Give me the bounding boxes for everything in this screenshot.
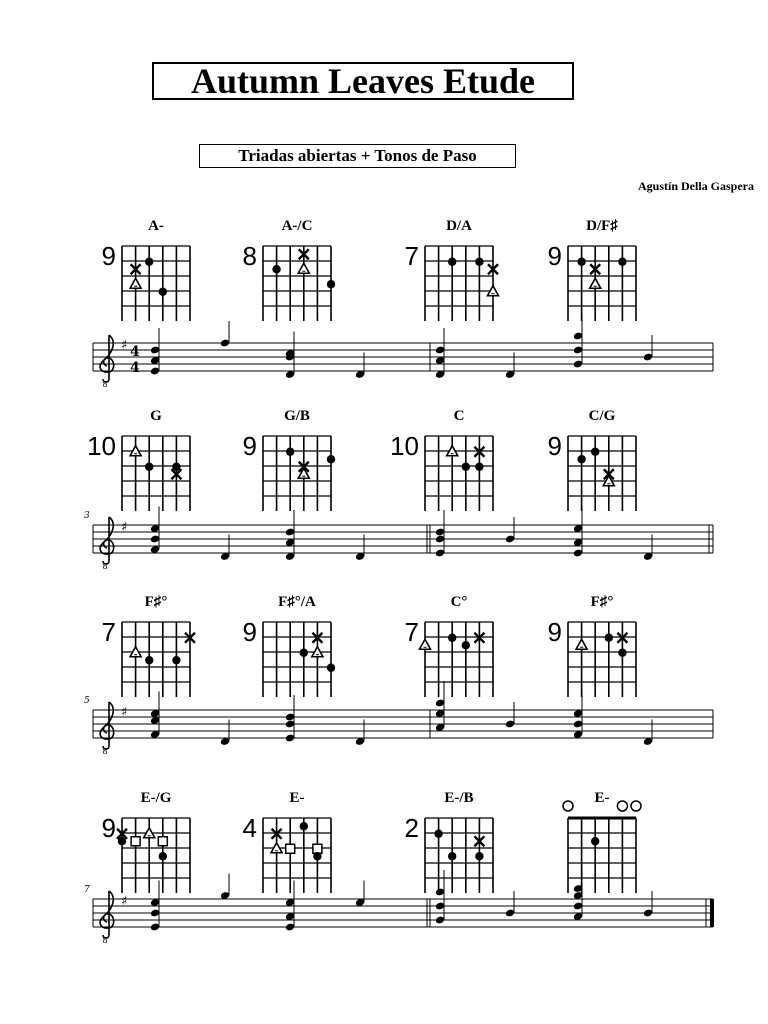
finger-dot <box>618 649 626 657</box>
chord-diagram-2-3 <box>390 408 493 511</box>
key-signature-sharp: ♯ <box>121 894 128 909</box>
subtitle: Triadas abiertas + Tonos de Paso <box>199 144 516 168</box>
chord-name: E- <box>594 790 610 806</box>
finger-dot <box>462 641 470 649</box>
fret-number: 10 <box>390 431 419 461</box>
chord-diagram-4-1 <box>102 790 190 893</box>
chord-diagram-1-4 <box>548 218 636 321</box>
fret-number: 9 <box>547 431 562 461</box>
finger-dot <box>159 852 167 860</box>
chord-name: G <box>150 408 162 424</box>
finger-dot <box>448 852 456 860</box>
chord-name: D/A <box>446 218 472 234</box>
chord-diagram-3-3 <box>405 594 493 697</box>
chord-name: A-/C <box>281 218 313 234</box>
chord-name: C <box>453 408 465 424</box>
chord-name: F♯° <box>144 594 168 610</box>
finger-dot <box>327 455 335 463</box>
measure-number: 7 <box>84 885 90 895</box>
square-marker <box>286 844 295 853</box>
chord-diagram-2-2 <box>243 408 336 511</box>
fret-number: 8 <box>242 241 257 271</box>
fret-number: 9 <box>547 617 562 647</box>
chord-diagram-4-4 <box>563 790 641 893</box>
finger-dot <box>118 837 126 845</box>
clef-octave-8: 8 <box>102 936 108 945</box>
finger-dot <box>475 463 483 471</box>
finger-dot <box>434 830 442 838</box>
open-string-marker <box>563 801 573 811</box>
finger-dot <box>272 265 280 273</box>
fret-number: 2 <box>404 813 419 843</box>
finger-dot <box>577 455 585 463</box>
chord-diagram-3-1 <box>102 594 195 697</box>
time-signature-top: 4 <box>130 344 140 360</box>
fret-number: 9 <box>242 431 257 461</box>
chord-diagram-1-1 <box>102 218 190 321</box>
square-marker <box>313 844 322 853</box>
finger-dot <box>145 463 153 471</box>
finger-dot <box>462 463 470 471</box>
fret-number: 7 <box>404 617 419 647</box>
open-string-marker <box>631 801 641 811</box>
chord-diagram-2-4 <box>548 408 636 511</box>
time-signature-bottom: 4 <box>130 360 140 376</box>
chord-name: E-/G <box>140 790 172 806</box>
finger-dot <box>591 448 599 456</box>
finger-dot <box>605 634 613 642</box>
chord-diagram-4-3 <box>405 790 493 893</box>
treble-clef <box>100 702 114 749</box>
chord-diagram-4-2 <box>243 790 331 893</box>
chord-diagram-3-2 <box>243 594 336 697</box>
finger-dot <box>618 258 626 266</box>
finger-dot <box>591 837 599 845</box>
chord-name: A- <box>148 218 164 234</box>
staff-system-2 <box>84 507 713 572</box>
finger-dot <box>172 656 180 664</box>
chord-name: D/F♯ <box>586 218 618 234</box>
fret-number: 9 <box>101 241 116 271</box>
chord-name: E- <box>289 790 305 806</box>
finger-dot <box>475 852 483 860</box>
finger-dot <box>300 822 308 830</box>
fret-number: 7 <box>404 241 419 271</box>
composer: Agustín Della Gaspera <box>637 179 754 193</box>
measure-number: 3 <box>84 511 90 521</box>
treble-clef <box>100 335 114 382</box>
finger-dot <box>475 258 483 266</box>
key-signature-sharp: ♯ <box>121 520 128 535</box>
chord-name: C/G <box>588 408 616 424</box>
chord-diagram-2-1 <box>87 408 190 511</box>
fret-number: 9 <box>242 617 257 647</box>
chord-name: E-/B <box>444 790 474 806</box>
finger-dot <box>313 852 321 860</box>
page-title: Autumn Leaves Etude <box>152 62 574 100</box>
chord-diagram-3-4 <box>548 594 636 697</box>
fret-number: 7 <box>101 617 116 647</box>
staff-system-1 <box>93 314 713 389</box>
finger-dot <box>286 448 294 456</box>
fret-number: 9 <box>101 813 116 843</box>
square-marker <box>158 837 167 846</box>
finger-dot <box>159 288 167 296</box>
fret-number: 10 <box>87 431 116 461</box>
measure-number: 5 <box>84 696 90 706</box>
square-marker <box>131 837 140 846</box>
finger-dot <box>145 258 153 266</box>
key-signature-sharp: ♯ <box>121 705 128 720</box>
finger-dot <box>448 258 456 266</box>
treble-clef <box>100 517 114 564</box>
chord-name: F♯° <box>590 594 614 610</box>
clef-octave-8: 8 <box>102 747 108 756</box>
chord-name: C° <box>450 594 468 610</box>
chord-diagram-1-2 <box>243 218 336 321</box>
finger-dot <box>145 656 153 664</box>
chord-name: F♯°/A <box>278 594 316 610</box>
key-signature-sharp: ♯ <box>121 338 128 353</box>
finger-dot <box>300 649 308 657</box>
staff-system-3 <box>84 681 713 756</box>
fret-number: 4 <box>242 813 257 843</box>
chord-name: G/B <box>284 408 310 424</box>
finger-dot <box>327 664 335 672</box>
open-string-marker <box>617 801 627 811</box>
treble-clef <box>100 891 114 938</box>
end-barline-thick <box>710 899 714 927</box>
chord-diagram-1-3 <box>405 218 499 321</box>
clef-octave-8: 8 <box>102 380 108 389</box>
finger-dot <box>448 634 456 642</box>
fret-number: 9 <box>547 241 562 271</box>
clef-octave-8: 8 <box>102 562 108 571</box>
finger-dot <box>577 258 585 266</box>
finger-dot <box>327 280 335 288</box>
